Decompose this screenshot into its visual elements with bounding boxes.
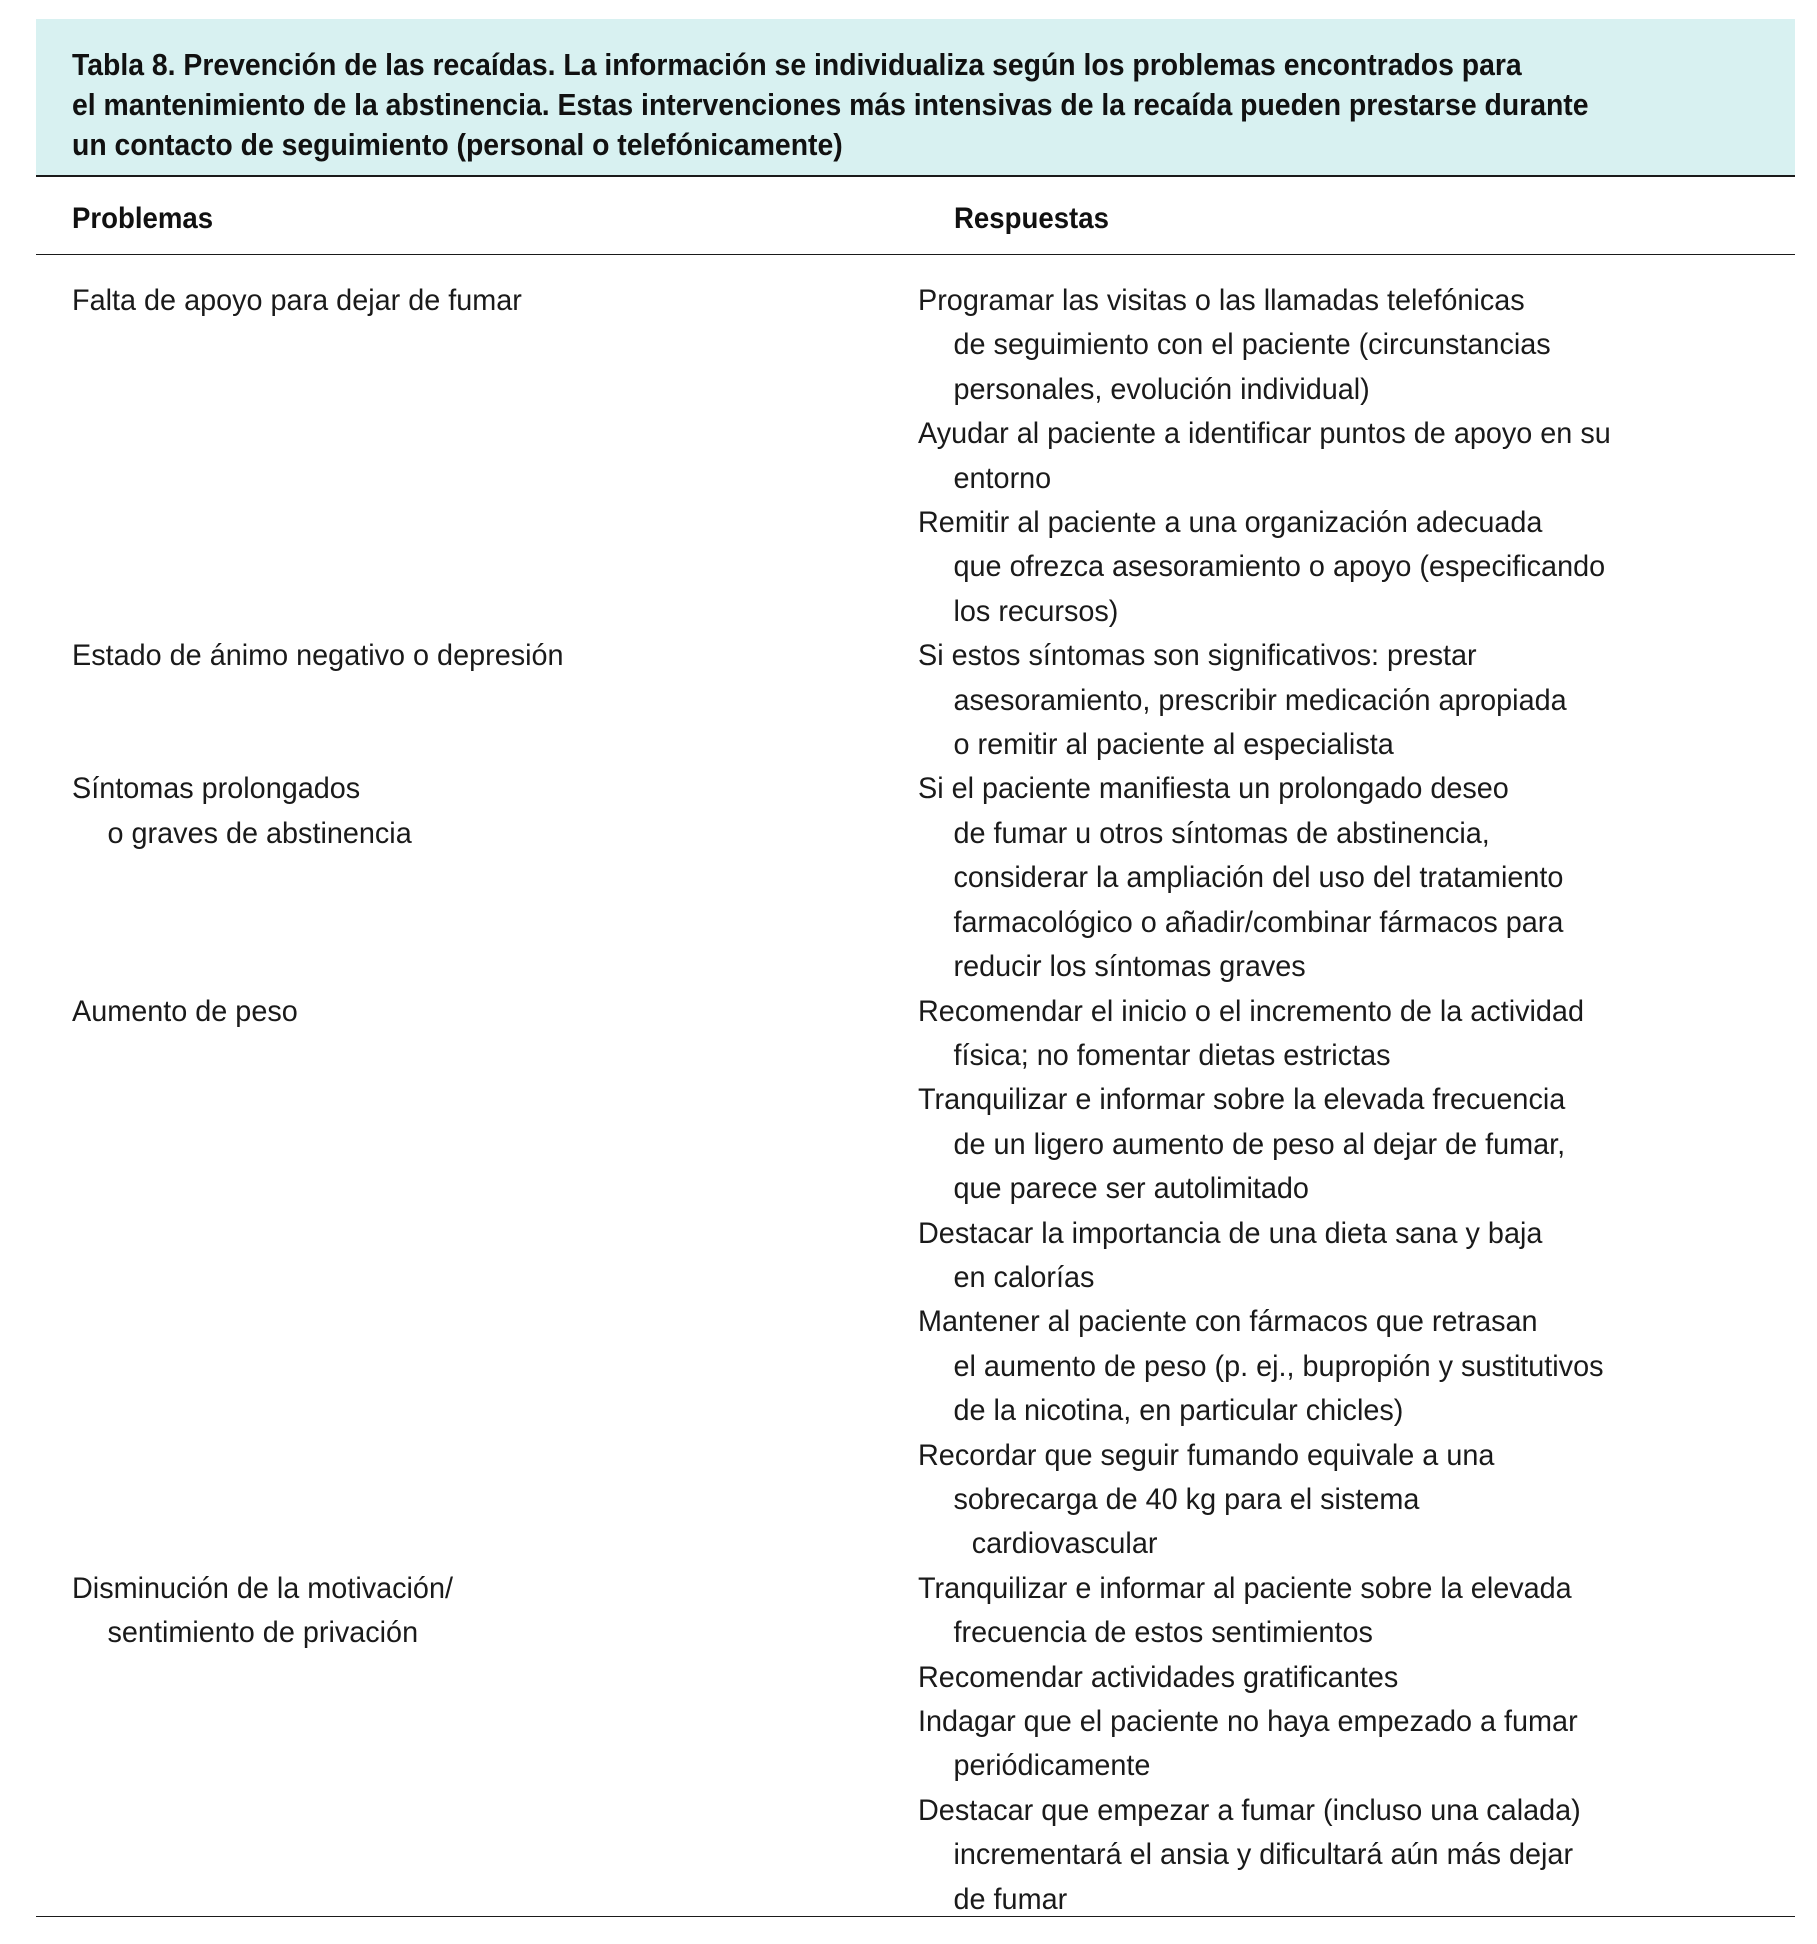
response-text: reducir los síntomas graves (953, 950, 1306, 984)
response-item (918, 990, 1795, 1079)
response-item (918, 1078, 1795, 1211)
response-text: periódicamente (953, 1749, 1151, 1783)
responses-cell (918, 279, 1795, 634)
response-text: Si estos síntomas son significativos: prestar (918, 639, 1477, 673)
response-text: Indagar que el paciente no haya empezado a fumar (918, 1705, 1578, 1738)
response-text: considerar la ampliación del uso del tratamiento (953, 861, 1564, 895)
response-text: Mantener al paciente con fármacos que retrasan (918, 1305, 1538, 1339)
column-header-problems: Problemas (72, 202, 214, 235)
response-text: Recomendar actividades gratificantes (918, 1660, 1399, 1694)
response-text: Tranquilizar e informar al paciente sobre la elevada (918, 1571, 1572, 1605)
response-text: el aumento de peso (p. ej., bupropión y sustitutivos (953, 1349, 1604, 1383)
response-item (918, 412, 1795, 501)
response-text: en calorías (953, 1260, 1095, 1294)
response-item (918, 634, 1795, 767)
problem-cell (36, 634, 918, 767)
responses-cell (918, 1567, 1795, 1922)
response-text: de seguimiento con el paciente (circunstancias (953, 328, 1551, 362)
response-item (918, 1700, 1795, 1789)
response-text: Ayudar al paciente a identificar puntos de apoyo en su (918, 417, 1611, 451)
response-text: Programar las visitas o las llamadas telefónicas (918, 284, 1525, 317)
response-text: incrementará el ansia y dificultará aún más dejar (953, 1838, 1574, 1872)
table-caption (72, 45, 1703, 165)
response-item (918, 1567, 1795, 1656)
responses-cell (918, 990, 1795, 1567)
response-text: que ofrezca asesoramiento o apoyo (especificando (953, 550, 1606, 584)
response-text: asesoramiento, prescribir medicación apropiada (953, 683, 1567, 717)
table-row (36, 990, 1795, 1567)
column-header-responses: Respuestas (954, 202, 1109, 235)
response-text: Tranquilizar e informar sobre la elevada frecuencia (918, 1083, 1566, 1117)
table-row (36, 767, 1795, 989)
problem-text: Disminución de la motivación/ (72, 1571, 453, 1605)
problem-cell (36, 767, 918, 989)
response-item (918, 501, 1795, 634)
response-item (918, 767, 1795, 989)
response-text: de fumar (953, 1882, 1068, 1916)
table-body (36, 255, 1795, 1917)
problem-text: Falta de apoyo para dejar de fumar (72, 284, 522, 317)
responses-cell (918, 767, 1795, 989)
problem-cell (36, 279, 918, 634)
response-item (918, 279, 1795, 412)
response-text: de la nicotina, en particular chicles) (953, 1394, 1404, 1428)
response-text: Destacar la importancia de una dieta sana y baja (918, 1216, 1543, 1250)
response-text: sobrecarga de 40 kg para el sistema (953, 1482, 1420, 1516)
response-text: cardiovascular (971, 1527, 1158, 1561)
problem-text: Aumento de peso (72, 994, 298, 1028)
response-text: farmacológico o añadir/combinar fármacos para (953, 905, 1564, 939)
response-text: Recordar que seguir fumando equivale a una (918, 1438, 1495, 1472)
response-text: Remitir al paciente a una organización adecuada (918, 506, 1543, 540)
response-text: Si el paciente manifiesta un prolongado deseo (918, 772, 1509, 806)
caption-line: Tabla 8. Prevención de las recaídas. La información se individualiza según los problemas encontrados para (72, 48, 1522, 82)
table-row (36, 634, 1795, 767)
response-text: Recomendar el inicio o el incremento de la actividad (918, 994, 1584, 1028)
response-text: entorno (953, 461, 1052, 495)
responses-cell (918, 634, 1795, 767)
response-text: que parece ser autolimitado (953, 1172, 1309, 1206)
response-text: los recursos) (953, 594, 1119, 628)
response-item (918, 1789, 1795, 1922)
response-text: personales, evolución individual) (953, 372, 1370, 406)
response-item (918, 1434, 1795, 1567)
response-text: o remitir al paciente al especialista (953, 728, 1394, 762)
table-row (36, 1567, 1795, 1922)
table-header-row (36, 177, 1795, 255)
problem-cell (36, 1567, 918, 1922)
response-item (918, 1656, 1795, 1700)
response-text: física; no fomentar dietas estrictas (953, 1038, 1391, 1072)
problem-text: o graves de abstinencia (107, 816, 412, 850)
response-text: Destacar que empezar a fumar (incluso una calada) (918, 1793, 1581, 1827)
problem-text: Síntomas prolongados (72, 772, 361, 806)
response-item (918, 1300, 1795, 1433)
response-text: de un ligero aumento de peso al dejar de fumar, (953, 1127, 1566, 1161)
problem-text: Estado de ánimo negativo o depresión (72, 639, 564, 673)
caption-line: el mantenimiento de la abstinencia. Estas intervenciones más intensivas de la recaída pueden prestarse durante (72, 88, 1589, 122)
table-row (36, 279, 1795, 634)
caption-line: un contacto de seguimiento (personal o telefónicamente) (72, 128, 843, 162)
table-caption-box (36, 19, 1795, 177)
problem-cell (36, 990, 918, 1567)
response-text: de fumar u otros síntomas de abstinencia, (953, 816, 1490, 850)
response-text: frecuencia de estos sentimientos (953, 1616, 1373, 1650)
response-item (918, 1212, 1795, 1301)
problem-text: sentimiento de privación (107, 1616, 419, 1650)
